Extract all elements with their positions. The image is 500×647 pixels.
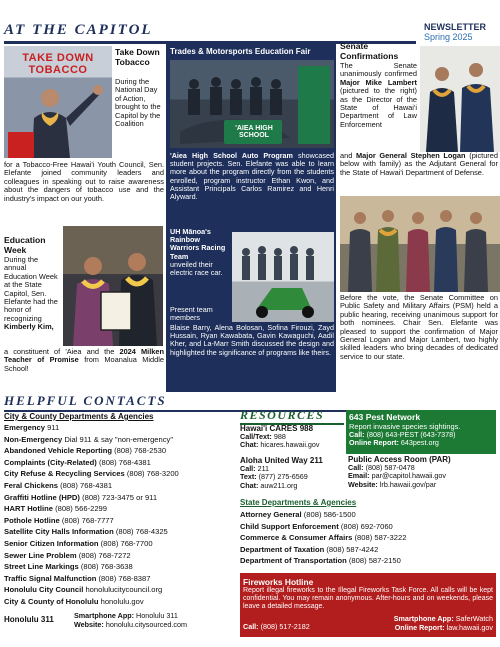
city-contact-label: Pothole Hotline [4,515,60,525]
state-contact-label: Child Support Enforcement [240,521,339,531]
city-contact-value: (808) 723-3475 or 911 [82,492,158,502]
h311-web-line [74,621,187,629]
h311-app-label: Smartphone App: [74,611,135,620]
city-contact-row [4,492,236,504]
city-contact-row [4,503,236,515]
city-contact-row [4,480,236,492]
city-contact-row [4,561,236,573]
uh-text [170,228,228,277]
city-contact-label: Emergency [4,423,45,432]
fireworks-call: (808) 517-2182 [260,622,310,631]
city-contact-value: (808) 768-4381 [60,480,113,490]
state-contact-list [240,509,496,567]
city-contact-row [4,526,236,538]
contacts-title: HELPFUL CONTACTS [4,393,167,408]
education-heading: Education Week [4,235,46,255]
present-members: Present team members [170,305,213,323]
honolulu-311 [4,609,240,639]
state-contact-label: Attorney General [240,510,302,519]
auw-text: (877) 275-6569 [258,472,308,482]
senate-text-narrow [340,62,417,129]
state-contact-row [240,521,496,533]
par-heading: Public Access Room (PAR) [348,455,451,464]
auw-text-label: Text: [240,472,257,482]
city-contact-value: (808) 768-2530 [114,446,167,456]
city-contact-label: Feral Chickens [4,480,59,490]
city-contact-value: (808) 768-7700 [100,538,153,548]
city-contact-row [4,457,236,469]
city-contact-label: Traffic Signal Malfunction [4,573,97,583]
state-contact-label: Department of Taxation [240,544,325,554]
state-contact-value: (808) 587-2150 [348,556,401,566]
education-text-2: a constituent of 'Aiea and the [4,347,115,356]
city-contact-row [4,596,236,608]
h311-app: Honolulu 311 [136,611,178,620]
pest-online-label: Online Report: [349,438,399,448]
tobacco-banner: TAKE DOWN TOBACCO [22,52,94,76]
lambert-figures [420,46,500,152]
city-contact-label: HART Hotline [4,504,53,514]
cares-chat: hicares.hawaii.gov [260,440,320,450]
fireworks-app-line [394,615,493,623]
pest-call-label: Call: [349,430,365,439]
lambert-photo [420,46,500,152]
fireworks-app: SaferWatch [455,614,493,623]
trades-photo [170,60,334,148]
par-email: par@capitol.hawaii.gov [371,471,446,481]
fireworks-online-line [395,624,493,632]
senate-name-2: Major General Stephen Logan [356,151,466,160]
h311-label: Honolulu 311 [4,615,54,624]
fireworks-call-label: Call: [243,622,259,631]
h311-app-line [74,612,178,620]
fireworks-box [240,575,496,637]
h311-web: honolulu.citysourced.com [105,620,187,629]
city-contact-row [4,538,236,550]
city-heading: City & County Departments & Agencies [4,412,154,421]
city-contact-row [4,515,236,527]
pest-network-box [346,410,496,454]
city-contact-label: Graffiti Hotline (HPD) [4,492,80,502]
par-email-label: Email: [348,471,370,481]
education-text-1: During the annual Education Week at the State Capitol, Sen. Elefante had the honor of recognizing [4,255,58,323]
pest-online-line [349,439,493,447]
state-contact-row [240,509,496,521]
city-contact-value: honolulu.gov [100,596,144,606]
city-contact-list [4,422,236,608]
resources-title: RESOURCES [240,408,325,422]
state-contact-row [240,555,496,567]
par-web-label: Website: [348,479,378,489]
city-contact-row [4,573,236,585]
state-contact-row [240,532,496,544]
fireworks-heading: Fireworks Hotline [243,577,314,587]
state-heading: State Departments & Agencies [240,498,357,507]
city-contact-row [4,468,236,480]
senate-name-1: Major Mike Lambert [340,77,417,87]
tobacco-heading: Take Down Tobacco [115,47,160,67]
city-contact-label: Senior Citizen Information [4,538,99,548]
cares-chat-label: Chat: [240,440,259,450]
city-contact-row [4,445,236,457]
cares-block [240,425,344,450]
city-contact-value: Dial 911 & say "non-emergency" [64,434,174,444]
logan-family [340,196,500,292]
race-car-team [232,232,334,322]
auw-call-label: Call: [240,464,256,474]
state-contact-row [240,544,496,556]
logan-photo [340,196,500,292]
city-contact-value: honolulucitycouncil.org [85,585,163,595]
fireworks-text: Report illegal fireworks to the Illegal Fireworks Task Force. All calls will be kept confidential. You may remain anonymous. After-hours and on weekends, please leave a detailed message. [243,587,493,610]
present-text: Blaise Barry, Alena Bolosan, Sofina Firouzi, Zayd Hussain, Ryan Kawabata, Gavin Kawaguchi, Aadil Kher, and La-Marr Smith discussed the design and highlighted the significance of programs like theirs. [170,323,334,357]
state-contact-value: (808) 587-4242 [326,544,379,554]
par-call-label: Call: [348,463,364,473]
cares-heading: Hawai'i CARES 988 [240,424,314,433]
auw-chat: auw211.org [260,480,298,490]
cares-call-label: Call/Text: [240,432,272,442]
city-contact-label: Satellite City Halls Information [4,527,114,537]
auw-block [240,457,344,490]
auw-chat-line [240,482,344,490]
senate-text-1: The Senate unanimously confirmed [340,61,417,79]
newsletter-issue: Spring 2025 [424,32,473,42]
trades-text-bold: 'Aiea High School Auto Program [170,151,293,160]
city-contact-label: Honolulu City Council [4,585,84,595]
city-contact-label: Street Line Markings [4,562,79,572]
city-contact-label: City Refuse & Recycling Services [4,469,125,479]
education-text-narrow [4,256,60,332]
pest-call: (808) 643-PEST (643-7378) [366,430,456,439]
pest-heading: 643 Pest Network [349,412,421,422]
fireworks-online-label: Online Report: [394,623,445,632]
fireworks-online: law.hawaii.gov [446,623,493,632]
city-contact-value: (808) 768-3638 [80,562,133,572]
fireworks-app-label: Smartphone App: [393,614,454,623]
senate-text-3: and [340,151,353,160]
city-contact-value: 911 [47,423,60,432]
pest-online: 643pest.org [400,438,439,448]
city-contact-row [4,422,236,434]
city-contact-row [4,434,236,446]
aiea-sign: 'AIEA HIGH SCHOOL [235,125,273,139]
page-title: AT THE CAPITOL [4,22,153,38]
newsletter-label: NEWSLETTER [424,22,486,32]
senate-text-wide [340,152,498,177]
trades-text [170,152,334,201]
uh-photo [232,232,334,322]
education-text-wide [4,348,164,373]
senate-heading: Senate Confirmations [340,41,399,61]
city-contact-value: (808) 768-7272 [78,550,131,560]
city-contact-label: Complaints (City-Related) [4,457,97,467]
education-photo [63,226,163,346]
pest-text: Report invasive species sightings. [349,422,461,431]
city-contact-value: (808) 566-2299 [55,504,107,514]
city-contact-value: (808) 768-7777 [61,515,114,525]
state-contact-value: (808) 692-7060 [340,521,393,531]
city-contact-value: (808) 768-3200 [126,469,179,479]
tobacco-photo [4,46,112,158]
senate-vote-text: Before the vote, the Senate Committee on Public Safety and Military Affairs (PSM) held a public hearing, receiving unanimous support for both nominees. Chair Sen. Elefante was pleased to support the confirmation of Major General Logan and Major Lambert, two highly skilled leaders who bring decades of dedicated service to our state. [340,293,498,361]
state-contact-value: (808) 586-1500 [303,510,356,519]
par-block [348,456,496,489]
h311-web-label: Website: [74,620,104,629]
trades-text-body: showcased student projects. Sen. Elefante was able to learn more about the program directly from the students enrolled, program instructor Ethan Kwon, and Assistant Principals Carlos Ramirez and Henri Alyward. [170,151,335,202]
uh-subtext: unveiled their electric race car. [170,259,223,278]
newsletter-badge [424,22,500,42]
speaker-figure [4,46,112,158]
city-contact-row [4,584,236,596]
auw-chat-label: Chat: [240,480,259,490]
par-call: (808) 587-0478 [365,463,415,473]
state-contact-label: Commerce & Consumer Affairs [240,533,353,543]
city-contact-value: (808) 768-8387 [98,573,151,583]
education-name: Kimberly Kim, [4,322,54,332]
state-contact-value: (808) 587-3222 [354,533,407,543]
city-contact-value: (808) 768-4381 [98,457,151,467]
cares-call: 988 [273,432,286,442]
senate-text-2: (pictured to the right) as the Director of the State of Hawai'i Department of Law Enforcement [340,86,417,129]
city-contact-row [4,550,236,562]
city-contact-value: (808) 768-4325 [115,527,168,537]
education-award: 2024 Milken Teacher of Promise [4,347,164,365]
education-text-3: from Moanalua Middle School! [4,355,165,373]
auw-call: 211 [257,464,270,474]
auw-heading: Aloha United Way 211 [240,456,323,465]
senate-text-4: (pictured below with family) as the Adjutant General for the State of Hawai'i Department of Defense. [340,151,498,177]
city-contact-label: Sewer Line Problem [4,550,77,560]
fireworks-call-line [243,623,310,631]
city-contact-label: Non-Emergency [4,434,63,444]
award-figures [63,226,163,346]
city-contact-label: City & County of Honolulu [4,596,99,606]
par-web: lrb.hawaii.gov/par [379,479,437,489]
state-contact-label: Department of Transportation [240,556,347,566]
cares-chat-line [240,441,344,449]
par-web-line [348,481,496,489]
trades-heading: Trades & Motorsports Education Fair [170,47,311,56]
tobacco-text-wide: for a Tobacco-Free Hawai'i Youth Council, Sen. Elefante joined community leaders and colleagues in speaking out to raise awareness about the dangers of tobacco use and the industry's impact on our youth. [4,160,164,203]
city-contact-label: Abandoned Vehicle Reporting [4,446,113,456]
tobacco-text-narrow: During the National Day of Action, brought to the Capitol by the Coalition [115,77,161,129]
uh-heading: UH Mānoa's Rainbow Warriors Racing Team [170,227,226,261]
